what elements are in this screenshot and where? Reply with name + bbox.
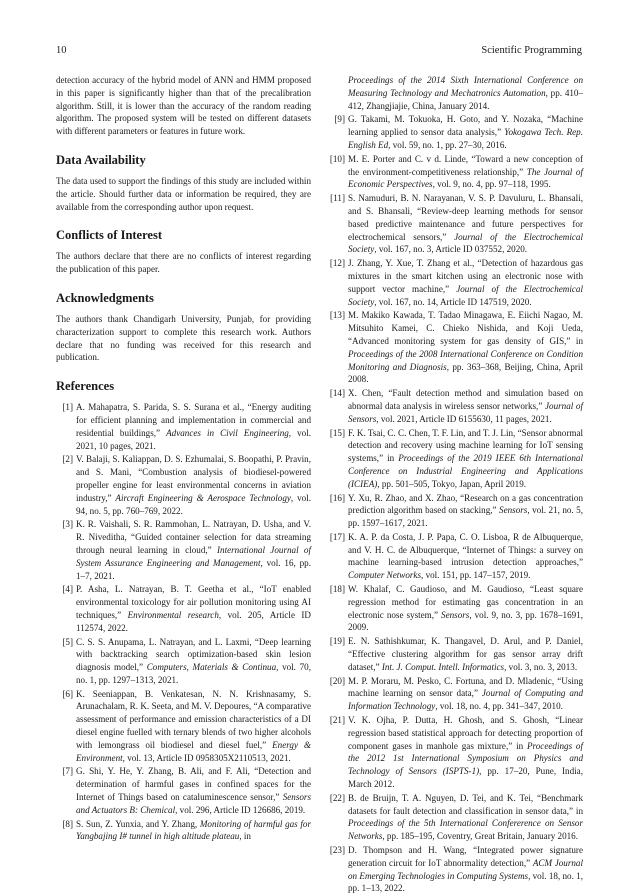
reference-authors-title: S. Namuduri, B. N. Narayanan, V. S. P. Davuluru, L. Bhansali, and S. Bhansali, “Review-deep learning methods for sensor based predictive maintenance and future perspectives for electrochemical sensors,” [348, 193, 583, 242]
reference-details: , vol. 296, Article ID 126686, 2019. [175, 804, 306, 815]
reference-item [328, 257, 583, 308]
acknowledgments-text: The authors thank Chandigarh University, Punjab, for providing characterization support to complete this research work. Authors declare that no funding was received for this research and publication. [56, 313, 311, 363]
reference-venue: Journal of Computing and Information Technology [348, 688, 583, 712]
conflicts-heading: Conflicts of Interest [56, 228, 162, 243]
reference-number: [20] [329, 675, 345, 686]
reference-number: [11] [330, 193, 345, 204]
reference-venue: Yokogawa Tech. Rep. English Ed [348, 127, 583, 150]
reference-authors-title: X. Chen, “Fault detection method and simulation based on abnormal data analysis in wireless sensor networks,” [348, 388, 583, 411]
reference-venue: International Journal of System Assurance Engineering and Management [76, 544, 311, 568]
reference-list-right [328, 74, 583, 895]
reference-item [328, 635, 583, 673]
reference-item [328, 387, 583, 425]
reference-details: , vol. 13, Article ID 0958305X2110513, 2021. [122, 752, 291, 763]
references-heading: References [56, 379, 115, 394]
reference-details: , vol. 94, no. 5, pp. 760–769, 2022. [76, 492, 311, 516]
reference-authors-title: G. Shi, Y. He, Y. Zhang, B. Ali, and F. Ali, “Detection and determination of harmful gases in confined spaces for the Internet of Things based on cataluminescence sensor,” [76, 766, 311, 803]
reference-number: [5] [62, 636, 73, 647]
reference-authors-title: J. Zhang, Y. Xue, T. Zhang et al., “Detection of hazardous gas mixtures in the smart kitchen using an electronic nose with support vector machine,” [348, 258, 583, 294]
reference-authors-title: F. K. Tsai, C. C. Chen, T. F. Lin, and T. J. Lin, “Sensor abnormal detection and recovery using machine learning for IoT sensing systems,” in [348, 427, 584, 464]
page-number: 10 [56, 45, 67, 56]
reference-authors-title: V. K. Ojha, P. Dutta, H. Ghosh, and S. Ghosh, “Linear regression based statistical approach for detecting proportion of component gases in manhole gas mixture,” in [348, 715, 583, 751]
reference-details: , pp. 17–20, Pune, India, March 2012. [348, 766, 583, 790]
reference-authors-title: V. Balaji, S. Kaliappan, D. S. Ezhumalai, S. Boopathi, P. Pravin, and S. Mani, “Combustion analysis of biodiesel-powered propeller engine for least environmental concerns in aviation industry,” [76, 454, 311, 503]
reference-details: , pp. 501–505, Tokyo, Japan, April 2019. [377, 478, 527, 489]
reference-number: [18] [329, 584, 345, 595]
reference-details: , vol. 167, no. 14, Article ID 147519, 2020. [374, 296, 532, 307]
reference-number: [1] [62, 402, 73, 413]
reference-number: [9] [334, 114, 345, 125]
reference-8-details: , pp. 410–412, Zhangjiajie, China, January 2014. [348, 87, 583, 111]
reference-authors-title: S. Sun, Z. Yunxia, and Y. Zhang, [76, 818, 200, 829]
reference-venue: Sensors and Actuators B: Chemical [76, 792, 311, 815]
reference-authors-title: M. E. Porter and C. v d. Linde, “Toward a new conception of the environment-competitiveness relationship,” [348, 153, 583, 177]
reference-details: , vol. 3, no. 3, 2013. [504, 661, 578, 672]
reference-venue: Environmental research [127, 609, 219, 620]
reference-number: [23] [329, 845, 345, 856]
reference-details: , vol. 16, pp. 1–7, 2021. [76, 557, 311, 581]
reference-authors-title: Y. Xu, R. Zhao, and X. Zhao, “Research on a gas concentration prediction algorithm based on stacking,” [348, 492, 583, 516]
reference-venue: Journal of the Electrochemical Society [348, 283, 584, 307]
reference-authors-title: M. Makiko Kawada, T. Tadao Minagawa, E. Eiichi Nagao, M. Mitsuhito Kamei, C. Chieko Nishida, and Koji Ueda, “Advanced monitoring system for gas density of GIS,” in [348, 310, 583, 346]
reference-authors-title: K. Seeniappan, B. Venkatesan, N. N. Krishnasamy, S. Arunachalam, R. K. Seeta, and M. V. Depoures, “A comparative assessment of performance and emission characteristics of a DI diesel engine fuelled with ternary blends of two higher alcohols with lemongrass oil biodiesel and diesel fuel,” [76, 688, 311, 750]
reference-details: , vol. 70, no. 1, pp. 1297–1313, 2021. [76, 662, 311, 685]
reference-authors-title: B. de Bruijn, T. A. Nguyen, D. Tei, and K. Tei, “Benchmark datasets for fault detection and classification in sensor data,” in [348, 792, 583, 816]
reference-number: [22] [329, 792, 345, 803]
reference-number: [6] [62, 688, 73, 699]
reference-authors-title: P. Asha, L. Natrayan, B. T. Geetha et al., “IoT enabled environmental toxicology for air pollution monitoring using AI techniques,” [76, 584, 311, 620]
reference-venue: Energy & Environment [76, 739, 311, 763]
reference-venue: Journal of Sensors [348, 400, 583, 424]
reference-details: , in [239, 831, 251, 842]
reference-number: [14] [329, 388, 345, 399]
reference-details: , vol. 18, no. 1, pp. 1–13, 2022. [348, 870, 583, 894]
reference-item [328, 192, 583, 256]
reference-item [56, 818, 311, 844]
conflicts-text: The authors declare that there are no conflicts of interest regarding the publication of this paper. [56, 251, 311, 275]
reference-venue: Int. J. Comput. Intell. Informatics [381, 661, 505, 672]
reference-number: [17] [329, 531, 345, 542]
reference-number: [21] [329, 715, 345, 726]
data-availability-heading: Data Availability [56, 152, 146, 167]
reference-number: [8] [62, 818, 73, 829]
reference-details: , pp. 363–368, Beijing, China, April 2008. [348, 361, 583, 385]
reference-item [56, 401, 311, 452]
reference-item [328, 714, 583, 791]
reference-item [328, 531, 583, 582]
reference-8-venue: Proceedings of the 2014 Sixth International Conference on Measuring Technology and Mechatronics Automation [348, 75, 583, 98]
reference-venue: Sensors [499, 505, 528, 516]
reference-venue: Proceedings of the 2012 1st International Symposium on Physics and Technology of Sensors (ISPTS-1) [348, 740, 583, 777]
reference-venue: Aircraft Engineering & Aerospace Technology [115, 492, 291, 503]
reference-venue: Proceedings of the 5th International Confererence on Sensor Networks [348, 818, 583, 842]
reference-8-continuation [328, 74, 583, 112]
reference-authors-title: W. Khalaf, C. Gaudioso, and M. Gaudioso, “Least square regression method for estimating gas concentration in an electronic nose system,” [348, 584, 583, 620]
reference-number: [3] [62, 519, 73, 530]
reference-authors-title: M. P. Moraru, M. Pesko, C. Fortuna, and D. Mladenic, “Using machine learning on sensor data,” [348, 675, 583, 699]
reference-number: [12] [329, 258, 345, 269]
reference-details: , vol. 151, pp. 147–157, 2019. [421, 570, 531, 581]
reference-item [56, 765, 311, 816]
reference-details: , vol. 205, Article ID 112574, 2022. [76, 609, 311, 633]
reference-details: , vol. 9, no. 4, pp. 97–118, 1995. [432, 179, 551, 190]
reference-item [328, 427, 583, 491]
left-column [56, 74, 311, 844]
reference-details: , vol. 167, no. 3, Article ID 037552, 2020. [374, 244, 528, 255]
reference-venue: Computers, Materials & Continua [146, 662, 277, 673]
reference-details: , vol. 59, no. 1, pp. 27–30, 2016. [388, 139, 507, 150]
reference-authors-title: E. N. Sathishkumar, K. Thangavel, D. Arul, and P. Daniel, “Effective clustering algorithm for gas sensor array drift dataset,” [348, 636, 583, 672]
reference-list-left [56, 401, 311, 843]
reference-venue: The Journal of Economic Perspectives [348, 166, 583, 190]
reference-item [328, 583, 583, 634]
reference-venue: Proceedings of the 2019 IEEE 6th International Conference on Industrial Engineering and Applications (ICIEA) [348, 453, 583, 489]
reference-details: , vol. 2021, Article ID 6155630, 11 pages, 2021. [376, 413, 552, 424]
reference-authors-title: K. R. Vaishali, S. R. Rammohan, L. Natrayan, D. Usha, and V. R. Niveditha, “Guided container selection for data streaming through neural learning in cloud,” [76, 519, 311, 555]
reference-item [328, 492, 583, 530]
reference-authors-title: A. Mahapatra, S. Parida, S. S. Surana et al., “Energy auditing for efficient planning and implementation in commercial and residential buildings,” [76, 402, 311, 438]
reference-details: , pp. 185–195, Coventry, Great Britain, January 2016. [382, 831, 579, 842]
reference-number: [15] [329, 427, 345, 438]
reference-number: [16] [329, 492, 345, 503]
reference-item [56, 453, 311, 517]
reference-item [328, 675, 583, 713]
reference-details: , vol. 9, no. 3, pp. 1678–1691, 2009. [348, 609, 583, 633]
reference-venue: Computer Networks [348, 570, 422, 581]
reference-item [56, 518, 311, 582]
reference-item [328, 113, 583, 151]
reference-venue: ACM Journal on Emerging Technologies in Computing Systems [348, 857, 583, 881]
reference-item [328, 153, 583, 191]
right-column [328, 74, 583, 896]
reference-venue: Sensors [441, 609, 470, 620]
reference-venue: Advances in Civil Engineering [166, 427, 289, 438]
reference-number: [2] [62, 454, 73, 465]
journal-name: Scientific Programming [481, 45, 582, 56]
acknowledgments-heading: Acknowledgments [56, 290, 154, 305]
reference-venue: Proceedings of the 2008 International Conference on Condition Monitoring and Diagnosis [348, 348, 583, 372]
reference-venue: Monitoring of harmful gas for Yangbajing I# tunnel in high altitude plateau [76, 818, 311, 842]
reference-item [328, 792, 583, 843]
reference-number: [10] [329, 153, 345, 164]
reference-venue: Journal of the Electrochemical Society [348, 231, 583, 255]
reference-item [56, 688, 311, 765]
page-header [56, 44, 582, 58]
reference-authors-title: K. A. P. da Costa, J. P. Papa, C. O. Lisboa, R de Albuquerque, and V. H. C. de Albuquerque, “Internet of Things: a survey on machine learning-based intrusion detection approaches,” [348, 531, 583, 568]
reference-number: [19] [329, 636, 345, 647]
reference-number: [13] [329, 310, 345, 321]
reference-item [328, 309, 583, 386]
reference-authors-title: D. Thompson and H. Wang, “Integrated power signature generation circuit for IoT abnormality detection,” [348, 845, 583, 868]
reference-details: , vol. 18, no. 4, pp. 341–347, 2010. [435, 701, 563, 712]
reference-authors-title: G. Takami, M. Tokuoka, H. Goto, and Y. Nozaka, “Machine learning applied to sensor data analysis,” [348, 114, 583, 138]
reference-authors-title: C. S. S. Anupama, L. Natrayan, and L. Laxmi, “Deep learning with backtracking search optimization-based skin lesion diagnosis model,” [76, 636, 311, 673]
reference-item [56, 636, 311, 687]
reference-item [56, 583, 311, 634]
reference-details: , vol. 2021, 10 pages, 2021. [76, 427, 312, 451]
data-availability-text: The data used to support the findings of this study are included within the article. Should further data or information be required, they are available from the corresponding author upon request. [56, 175, 311, 212]
intro-paragraph: detection accuracy of the hybrid model of ANN and HMM proposed in this paper is significantly higher than that of the precalibration algorithm. Still, it is lower than the accuracy of the random reading algorithm. The proposed system will be tested on different datasets with different parameters or features in future work. [56, 75, 311, 137]
reference-number: [7] [62, 766, 73, 777]
reference-item [328, 844, 583, 895]
reference-number: [4] [62, 584, 73, 595]
reference-details: , vol. 21, no. 5, pp. 1597–1617, 2021. [348, 505, 583, 529]
